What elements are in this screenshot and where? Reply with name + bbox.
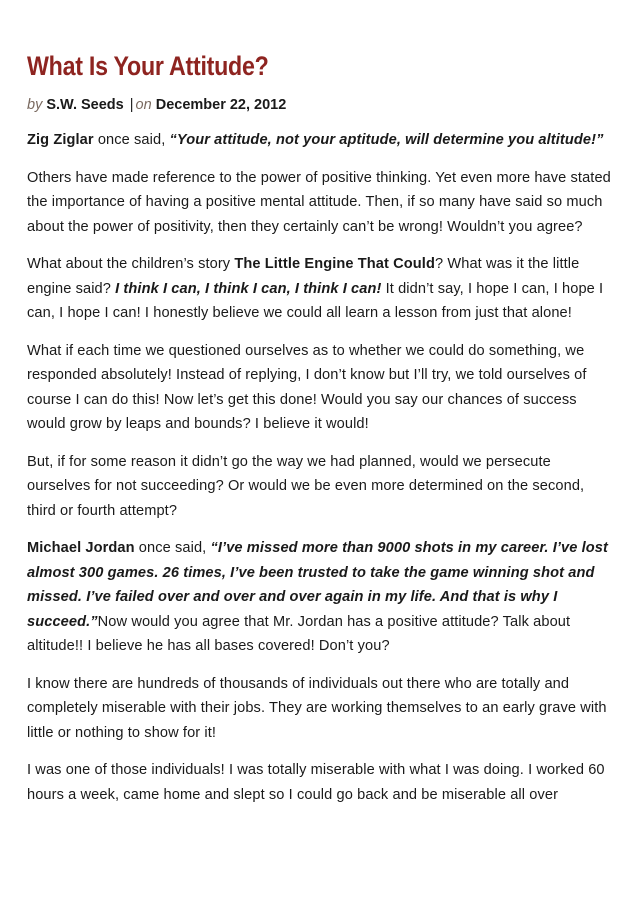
article-title: What Is Your Attitude? xyxy=(27,51,269,81)
paragraph xyxy=(27,536,615,659)
text-segment: ? What was it the little engine said? xyxy=(27,256,580,297)
text-segment: Now would you agree that Mr. Jordan has a positive attitude? Talk about altitude!! I believe he has all bases covered! Don’t you? xyxy=(27,613,571,654)
text-segment: The Little Engine That Could xyxy=(234,256,435,272)
text-segment: What about the children’s story xyxy=(27,256,235,272)
paragraph xyxy=(27,672,615,746)
paragraph xyxy=(27,450,615,524)
text-segment: Zig Ziglar xyxy=(27,132,94,148)
paragraph xyxy=(27,339,615,437)
paragraph xyxy=(27,758,615,807)
article-body xyxy=(27,128,615,807)
text-segment: What if each time we questioned ourselves as to whether we could do something, we responded absolutely! Instead of replying, I don’t know but I’ll try, we told ourselves of course I can do this! Now let’s get this done! Would you say our chances of success would grow by leaps and bounds? I believe it would! xyxy=(27,342,587,432)
byline-separator: | xyxy=(129,97,134,113)
byline-by-label: by xyxy=(27,97,43,113)
paragraph xyxy=(27,252,615,326)
text-segment: Michael Jordan xyxy=(27,540,135,556)
text-segment: “I’ve missed more than 9000 shots in my career. I’ve lost almost 300 games. 26 times, I’ve been trusted to take the game winning shot and missed. I’ve failed over and over and over again in my life. And that is why I succeed.” xyxy=(27,540,608,630)
text-segment: “Your attitude, not your aptitude, will determine you altitude!” xyxy=(169,132,604,148)
text-segment: once said, xyxy=(93,132,170,148)
publish-date: December 22, 2012 xyxy=(155,97,287,113)
byline-on-label: on xyxy=(135,97,152,113)
author-link[interactable]: S.W. Seeds xyxy=(46,97,124,113)
text-segment: Others have made reference to the power of positive thinking. Yet even more have stated the importance of having a positive mental attitude. Then, if so many have said so much about the power of positivity, then they certainly can’t be wrong! Wouldn’t you agree? xyxy=(27,169,611,235)
text-segment: I know there are hundreds of thousands of individuals out there who are totally and completely miserable with their jobs. They are working themselves to an early grave with little or nothing to show for it! xyxy=(27,675,607,741)
text-segment: I think I can, I think I can, I think I can! xyxy=(115,280,382,297)
text-segment: It didn’t say, I hope I can, I hope I can, I hope I can! I honestly believe we could all learn a lesson from just that alone! xyxy=(27,280,604,321)
article xyxy=(27,50,615,820)
paragraph xyxy=(27,166,615,240)
text-segment: But, if for some reason it didn’t go the way we had planned, would we persecute ourselves for not succeeding? Or would we be even more determined on the second, third or fourth attempt? xyxy=(27,453,585,519)
byline xyxy=(27,96,615,114)
paragraph xyxy=(27,128,615,153)
text-segment: I was one of those individuals! I was totally miserable with what I was doing. I worked 60 hours a week, came home and slept so I could go back and be miserable all over xyxy=(27,762,605,803)
text-segment: once said, xyxy=(134,540,211,556)
